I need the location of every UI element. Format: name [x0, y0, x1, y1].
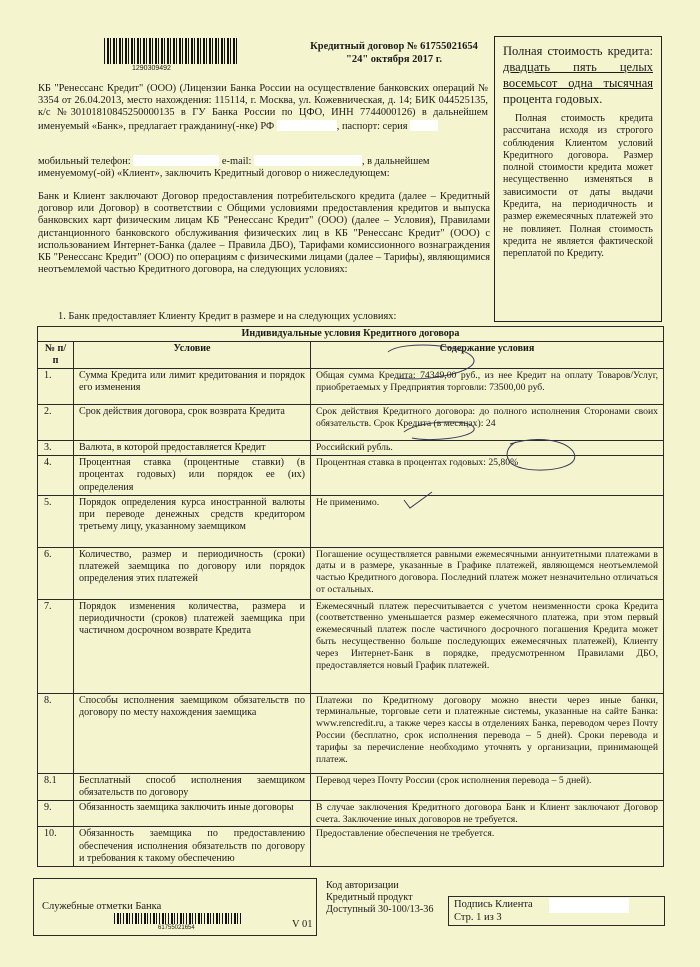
credit-product-label: Кредитный продукт Доступный 30-100/13-36	[326, 892, 434, 916]
client-named: именуемому(-ой) «Клиент», заключить Кредитный договор о нижеследующем:	[38, 168, 390, 180]
contract-number: Кредитный договор № 61755021654	[310, 41, 478, 52]
authorization-block	[326, 880, 448, 917]
barcode-bars	[104, 38, 238, 64]
intro-text	[38, 83, 488, 133]
page-indicator: Стр. 1 из 3	[454, 912, 502, 923]
row-number: 4.	[38, 456, 74, 495]
table-row	[38, 547, 664, 599]
row-content: Процентная ставка в процентах годовых: 25,80%	[311, 456, 664, 495]
row-number: 10.	[38, 827, 74, 866]
table-row	[38, 800, 664, 827]
bank-details: КБ "Ренессанс Кредит" (ООО) (Лицензии Банка России на осуществление банковских операций № 3354 от 26.04.2013, место нахождения: 115114, г. Москва, ул. Кожевническая, д. 14; БИК 044525135, к/с №30101810845250000135 в ГУ Банка России по ЦФО, ИНН 7744000126) в дальнейшем именуемый «Банк», предлагает гражданину(-нке) РФ	[38, 83, 488, 132]
row-content: Погашение осуществляется равными ежемесячными аннуитетными платежами в даты и в размере, указанные в Графике платежей, являющемся неотъемлемой частью Кредитного договора. Последний платеж может незначительно отличаться от остальных.	[311, 547, 664, 599]
client-signature-label: Подпись Клиента	[454, 899, 533, 910]
full-cost-prefix: Полная стоимость кредита:	[503, 44, 653, 58]
col-number-header: № п/п	[38, 342, 74, 369]
footer-barcode	[114, 913, 242, 924]
form-version: V 01	[292, 919, 313, 930]
table-row	[38, 827, 664, 866]
table-row	[38, 456, 664, 495]
full-cost-note: Полная стоимость кредита рассчитана исходя из строгого соблюдения Клиентом условий Кредитного договора. Размер полной стоимости кредита может несущественно изменяться в зависимости от даты выдачи Кредита, на периодичность и размер ежемесячных платежей это не повлияет. Полная стоимость кредита не является фактической переплатой по Кредиту.	[503, 113, 653, 260]
row-number: 8.	[38, 693, 74, 773]
bank-marks-box	[33, 878, 317, 936]
table-title: Индивидуальные условия Кредитного договора	[38, 327, 664, 342]
row-condition: Процентная ставка (процентные ставки) (в процентах годовых) или порядок ее (их) определения	[74, 456, 311, 495]
redacted-passport	[410, 120, 438, 131]
row-content: Российский рубль.	[311, 441, 664, 456]
contract-title	[288, 40, 500, 66]
row-condition: Валюта, в которой предоставляется Кредит	[74, 441, 311, 456]
full-cost-lead	[503, 43, 653, 107]
row-number: 8.1	[38, 773, 74, 800]
row-number: 7.	[38, 599, 74, 693]
contract-date: "24" октября 2017 г.	[345, 54, 442, 65]
email-label: e-mail:	[221, 156, 252, 167]
table-row	[38, 405, 664, 441]
row-condition: Способы исполнения заемщиком обязательств по договору по месту нахождения заемщика	[74, 693, 311, 773]
bank-marks-label: Служебные отметки Банка	[42, 901, 162, 912]
table-row	[38, 369, 664, 405]
phone-label: мобильный телефон:	[38, 156, 131, 167]
redacted-signature	[549, 898, 629, 913]
redacted-phone	[133, 155, 219, 166]
redacted-name	[277, 120, 337, 131]
footer-barcode-number: 61755021654	[158, 925, 195, 931]
full-cost-box	[494, 36, 662, 322]
row-content: Общая сумма Кредита: 74349,00 руб., из нее Кредит на оплату Товаров/Услуг, приобретаемых у Предприятия торговли: 73500,00 руб.	[311, 369, 664, 405]
row-condition: Сумма Кредита или лимит кредитования и порядок его изменения	[74, 369, 311, 405]
individual-terms-table	[37, 326, 664, 867]
row-content: Не применимо.	[311, 495, 664, 547]
redacted-email	[254, 155, 362, 166]
row-content: Срок действия Кредитного договора: до полного исполнения Сторонами своих обязательств. Срок Кредита (в месяцах): 24	[311, 405, 664, 441]
row-content: Ежемесячный платеж пересчитывается с учетом неизменности срока Кредита (соответственно уменьшается размер ежемесячного платежа, при этом первый ежемесячный платеж после частичного досрочного погашения Кредита может быть несущественно больше последующих ежемесячных платежей), Клиенту через Интернет-Банк в порядке, предусмотренном Правилами ДБО, предоставляется новый График платежей.	[311, 599, 664, 693]
row-condition: Обязанность заемщика по предоставлению обеспечения исполнения обязательств по договору и требования к такому обеспечению	[74, 827, 311, 866]
table-row	[38, 495, 664, 547]
barcode-number: 1290309492	[132, 65, 171, 72]
col-condition-header: Условие	[74, 342, 311, 369]
row-condition: Количество, размер и периодичность (сроки) платежей заемщика по договору или порядок определения этих платежей	[74, 547, 311, 599]
row-number: 5.	[38, 495, 74, 547]
row-condition: Порядок изменения количества, размера и периодичности (сроков) платежей заемщика при частичном досрочном возврате Кредита	[74, 599, 311, 693]
contacts-line	[38, 155, 488, 180]
row-content: В случае заключения Кредитного договора Банк и Клиент заключают Договор счета. Заключение иных договоров не требуется.	[311, 800, 664, 827]
row-number: 1.	[38, 369, 74, 405]
hereinafter-label: , в дальнейшем	[361, 156, 430, 167]
auth-code-label: Код авторизации	[326, 880, 399, 891]
row-condition: Срок действия договора, срок возврата Кредита	[74, 405, 311, 441]
table-row	[38, 441, 664, 456]
full-cost-suffix: процента годовых.	[503, 92, 603, 106]
table-row	[38, 773, 664, 800]
point-1: 1. Банк предоставляет Клиенту Кредит в размере и на следующих условиях:	[58, 311, 397, 322]
client-signature-box	[448, 896, 665, 926]
row-content: Предоставление обеспечения не требуется.	[311, 827, 664, 866]
row-number: 9.	[38, 800, 74, 827]
table-title-row	[38, 327, 664, 342]
agreement-paragraph: Банк и Клиент заключают Договор предоставления потребительского кредита (далее – Кредитный договор или Договор) в соответствии с Общими условиями предоставления кредитов и выпуска банковских карт физическим лицам КБ "Ренессанс Кредит" (ООО) (далее – Условия), Правилами дистанционного банковского обслуживания физических лиц в КБ "Ренессанс Кредит" (ООО) с использованием Интернет-Банка (далее – Правила ДБО), Тарифами комиссионного вознаграждения КБ "Ренессанс Кредит" (ООО) по операциям с физическими лицами (далее – Тарифы), являющимися неотъемлемой частью Кредитного договора, на следующих условиях:	[38, 191, 490, 276]
row-content: Перевод через Почту России (срок исполнения перевода – 5 дней).	[311, 773, 664, 800]
row-condition: Бесплатный способ исполнения заемщиком обязательств по договору	[74, 773, 311, 800]
row-number: 3.	[38, 441, 74, 456]
table-row	[38, 693, 664, 773]
row-number: 6.	[38, 547, 74, 599]
row-condition: Обязанность заемщика заключить иные договоры	[74, 800, 311, 827]
document-barcode	[104, 38, 238, 72]
passport-label: , паспорт: серия	[336, 120, 408, 132]
row-content: Платежи по Кредитному договору можно внести через иные банки, терминальные, торговые сети и платежные системы, указанные на сайте Банка: www.rencredit.ru, а также через кассы в отделениях Банка, переводом через Почту России (бесплатно, срок исполнения перевода – 5 дней). Сроки перевода и тарифы за перечисление необходимо уточнять у организации, принимающей платеж.	[311, 693, 664, 773]
row-number: 2.	[38, 405, 74, 441]
table-header-row	[38, 342, 664, 369]
col-content-header: Содержание условия	[311, 342, 664, 369]
table-row	[38, 599, 664, 693]
row-condition: Порядок определения курса иностранной валюты при переводе денежных средств кредитором третьему лицу, указанному заемщиком	[74, 495, 311, 547]
full-cost-amount: двадцать пять целых восемьсот одна тысячная	[503, 60, 653, 90]
